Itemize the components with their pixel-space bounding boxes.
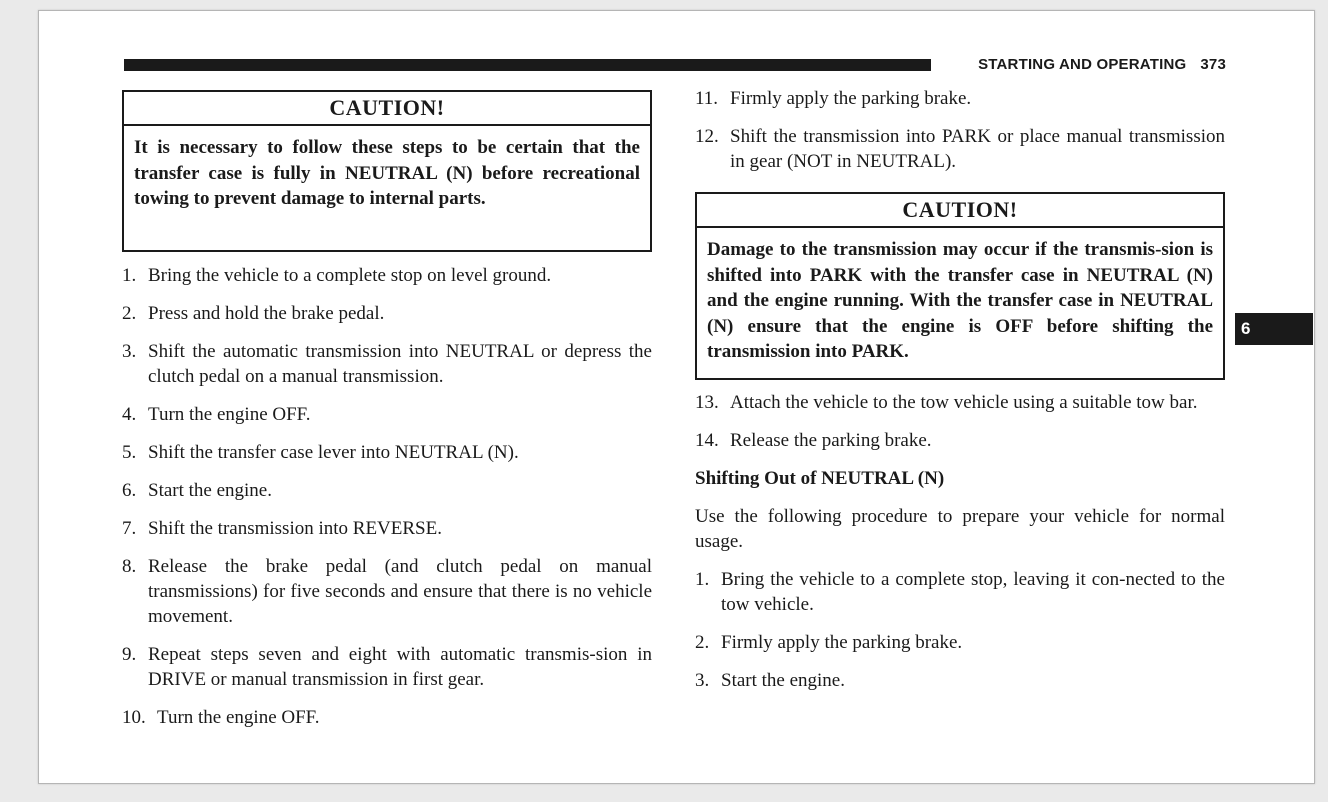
step-number: 11. [695,88,719,109]
caution-title: CAUTION! [697,194,1223,228]
step-text: Bring the vehicle to a complete stop on level ground. [148,265,552,286]
step-text: Shift the transmission into REVERSE. [148,518,442,539]
step-item [122,301,652,326]
step-item [695,390,1225,415]
page-number: 373 [1200,56,1226,73]
step-item [695,668,1225,693]
step-number: 14. [695,430,719,451]
step-number: 5. [122,442,137,463]
step-text: Shift the automatic transmission into NEUTRAL or depress the clutch pedal on a manual transmission. [148,341,652,387]
left-column [122,90,652,730]
chapter-tab: 6 [1235,313,1313,345]
section-subheading: Shifting Out of NEUTRAL (N) [695,468,945,489]
step-number: 1. [122,265,137,286]
step-number: 3. [695,670,710,691]
step-item [122,339,652,389]
step-text: Firmly apply the parking brake. [721,632,963,653]
step-item [122,263,652,288]
caution-box [695,192,1225,380]
step-text: Bring the vehicle to a complete stop, leaving it con-nected to the tow vehicle. [721,569,1225,615]
section-title: STARTING AND OPERATING [978,56,1187,73]
caution-title: CAUTION! [124,92,650,126]
intro-paragraph: Use the following procedure to prepare your vehicle for normal usage. [695,506,1225,552]
step-text: Turn the engine OFF. [148,404,311,425]
caution-body: It is necessary to follow these steps to be certain that the transfer case is fully in NEUTRAL (N) before recreational towing to prevent damage to internal parts. [134,137,640,209]
step-number: 3. [122,341,137,362]
step-item [122,554,652,629]
step-text: Start the engine. [148,480,272,501]
step-item [695,630,1225,655]
step-number: 4. [122,404,137,425]
step-text: Attach the vehicle to the tow vehicle using a suitable tow bar. [730,392,1198,413]
step-text: Firmly apply the parking brake. [730,88,972,109]
step-number: 1. [695,569,710,590]
step-text: Shift the transmission into PARK or place manual transmission in gear (NOT in NEUTRAL). [730,126,1225,172]
caution-body: Damage to the transmission may occur if the transmis-sion is shifted into PARK with the transfer case in NEUTRAL (N) and the engine running. With the transfer case in NEUTRAL (N) ensure that the engine is OFF before shifting the transmission into PARK. [707,239,1213,362]
step-text: Repeat steps seven and eight with automatic transmis-sion in DRIVE or manual transmission in first gear. [148,644,652,690]
step-item [122,478,652,503]
step-item [122,642,652,692]
step-item [122,440,652,465]
step-text: Turn the engine OFF. [157,707,320,728]
step-item [695,567,1225,617]
step-number: 9. [122,644,137,665]
step-number: 8. [122,556,137,577]
step-text: Start the engine. [721,670,845,691]
step-text: Release the parking brake. [730,430,932,451]
step-item [122,402,652,427]
right-column [695,86,1225,693]
step-number: 7. [122,518,137,539]
step-text: Shift the transfer case lever into NEUTRAL (N). [148,442,519,463]
step-item [695,124,1225,174]
step-text: Release the brake pedal (and clutch pedal on manual transmissions) for five seconds and ensure that there is no vehicle movement. [148,556,652,627]
step-number: 2. [695,632,710,653]
step-number: 13. [695,392,719,413]
step-text: Press and hold the brake pedal. [148,303,385,324]
step-item [122,705,652,730]
step-number: 2. [122,303,137,324]
step-number: 6. [122,480,137,501]
caution-box [122,90,652,252]
step-item [695,86,1225,111]
running-header [978,56,1226,73]
header-rule [124,59,931,71]
step-number: 12. [695,126,719,147]
step-item [122,516,652,541]
step-number: 10. [122,707,146,728]
step-item [695,428,1225,453]
